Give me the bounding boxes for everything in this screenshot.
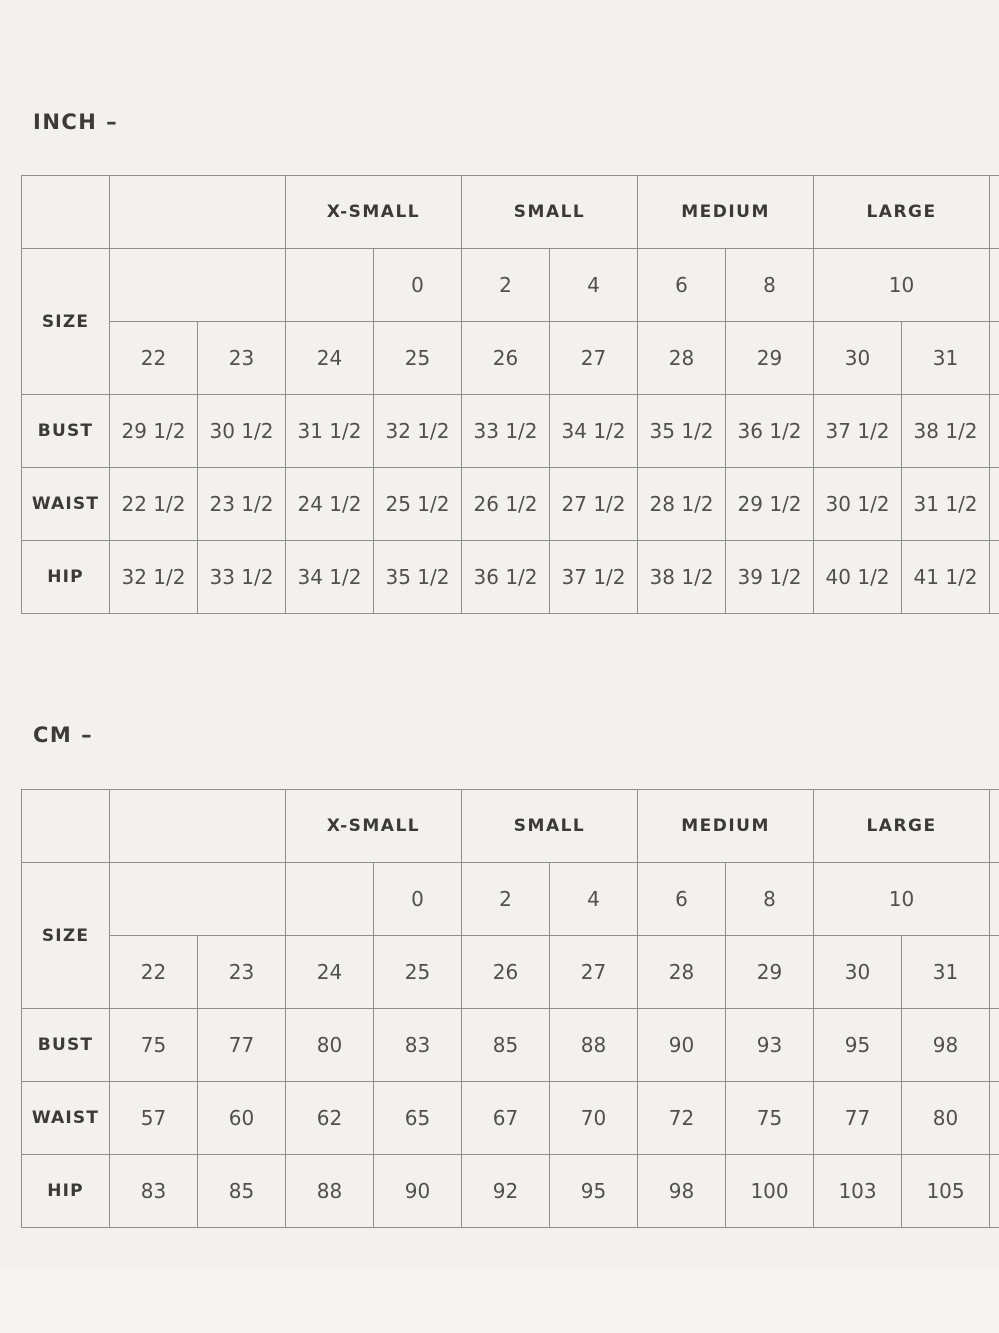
cm-section-title: CM – [33,723,94,747]
empty-group-cell [110,176,286,249]
row-label-hip: HIP [22,1155,110,1228]
measure-cell: 41 1/2 [902,541,990,614]
us-size-cell: 2 [462,249,550,322]
inch-section-title: INCH – [33,110,119,134]
measure-cell: 77 [814,1082,902,1155]
measure-cell: 35 1/2 [638,395,726,468]
measure-cell: 65 [374,1082,462,1155]
measure-cell: 22 1/2 [110,468,198,541]
waist-size-cell: 24 [286,322,374,395]
measure-cell: 93 [726,1009,814,1082]
waist-size-cell: 23 [198,936,286,1009]
waist-size-cell: 24 [286,936,374,1009]
measure-cell: 37 1/2 [550,541,638,614]
waist-size-cell: 22 [110,936,198,1009]
empty-group-cell [110,790,286,863]
overflow-cell [990,176,999,249]
measure-cell: 85 [462,1009,550,1082]
row-label-waist: WAIST [22,468,110,541]
row-label-bust: BUST [22,395,110,468]
measure-cell: 28 1/2 [638,468,726,541]
measure-cell: 32 1/2 [110,541,198,614]
group-xsmall: X-SMALL [286,790,462,863]
measure-cell: 83 [110,1155,198,1228]
waist-size-cell: 29 [726,322,814,395]
us-size-cell: 10 [814,249,990,322]
us-size-row [22,863,999,936]
measure-cell: 57 [110,1082,198,1155]
measure-cell: 38 1/2 [902,395,990,468]
overflow-cell [990,1082,999,1155]
measure-cell: 90 [374,1155,462,1228]
measure-cell: 38 1/2 [638,541,726,614]
hip-row [22,1155,999,1228]
us-size-cell: 2 [462,863,550,936]
measure-cell: 88 [286,1155,374,1228]
us-size-cell: 4 [550,863,638,936]
inch-size-table [21,175,999,614]
measure-cell: 36 1/2 [726,395,814,468]
us-size-cell: 6 [638,863,726,936]
us-size-cell: 8 [726,249,814,322]
bust-row [22,1009,999,1082]
measure-cell: 37 1/2 [814,395,902,468]
measure-cell: 29 1/2 [726,468,814,541]
measure-cell: 35 1/2 [374,541,462,614]
measure-cell: 29 1/2 [110,395,198,468]
waist-size-row [22,936,999,1009]
overflow-cell [990,395,999,468]
measure-cell: 95 [550,1155,638,1228]
waist-size-cell: 23 [198,322,286,395]
measure-cell: 31 1/2 [902,468,990,541]
measure-cell: 36 1/2 [462,541,550,614]
measure-cell: 105 [902,1155,990,1228]
row-label-waist: WAIST [22,1082,110,1155]
us-size-cell: 4 [550,249,638,322]
us-size-cell: 6 [638,249,726,322]
us-size-cell: 10 [814,863,990,936]
us-size-cell: 8 [726,863,814,936]
waist-size-cell: 27 [550,322,638,395]
measure-cell: 62 [286,1082,374,1155]
group-small: SMALL [462,790,638,863]
us-size-cell: 0 [374,863,462,936]
overflow-cell [990,790,999,863]
measure-cell: 24 1/2 [286,468,374,541]
size-label: SIZE [22,249,110,395]
measure-cell: 103 [814,1155,902,1228]
corner-cell [22,790,110,863]
waist-row [22,468,999,541]
empty-size-cell [110,863,286,936]
measure-cell: 75 [726,1082,814,1155]
waist-size-row [22,322,999,395]
measure-cell: 39 1/2 [726,541,814,614]
measure-cell: 85 [198,1155,286,1228]
overflow-cell [990,863,999,936]
measure-cell: 88 [550,1009,638,1082]
measure-cell: 31 1/2 [286,395,374,468]
waist-size-cell: 25 [374,936,462,1009]
group-large: LARGE [814,790,990,863]
measure-cell: 26 1/2 [462,468,550,541]
waist-size-cell: 30 [814,936,902,1009]
measure-cell: 80 [902,1082,990,1155]
measure-cell: 98 [638,1155,726,1228]
waist-size-cell: 31 [902,322,990,395]
waist-size-cell: 31 [902,936,990,1009]
empty-size-cell [286,249,374,322]
waist-size-cell: 25 [374,322,462,395]
measure-cell: 75 [110,1009,198,1082]
measure-cell: 33 1/2 [198,541,286,614]
waist-size-cell: 26 [462,936,550,1009]
group-header-row [22,176,999,249]
waist-size-cell: 26 [462,322,550,395]
group-medium: MEDIUM [638,176,814,249]
overflow-cell [990,322,999,395]
measure-cell: 95 [814,1009,902,1082]
overflow-cell [990,1155,999,1228]
waist-size-cell: 22 [110,322,198,395]
measure-cell: 27 1/2 [550,468,638,541]
overflow-cell [990,468,999,541]
overflow-cell [990,249,999,322]
us-size-row [22,249,999,322]
empty-size-cell [286,863,374,936]
measure-cell: 80 [286,1009,374,1082]
measure-cell: 25 1/2 [374,468,462,541]
bottom-band [0,1268,999,1333]
measure-cell: 92 [462,1155,550,1228]
waist-row [22,1082,999,1155]
overflow-cell [990,936,999,1009]
overflow-cell [990,541,999,614]
us-size-cell: 0 [374,249,462,322]
waist-size-cell: 30 [814,322,902,395]
size-label: SIZE [22,863,110,1009]
waist-size-cell: 28 [638,322,726,395]
measure-cell: 98 [902,1009,990,1082]
waist-size-cell: 29 [726,936,814,1009]
measure-cell: 23 1/2 [198,468,286,541]
measure-cell: 30 1/2 [814,468,902,541]
measure-cell: 32 1/2 [374,395,462,468]
measure-cell: 40 1/2 [814,541,902,614]
measure-cell: 70 [550,1082,638,1155]
measure-cell: 67 [462,1082,550,1155]
measure-cell: 77 [198,1009,286,1082]
group-small: SMALL [462,176,638,249]
waist-size-cell: 27 [550,936,638,1009]
row-label-hip: HIP [22,541,110,614]
group-xsmall: X-SMALL [286,176,462,249]
empty-size-cell [110,249,286,322]
row-label-bust: BUST [22,1009,110,1082]
measure-cell: 72 [638,1082,726,1155]
bust-row [22,395,999,468]
measure-cell: 83 [374,1009,462,1082]
measure-cell: 30 1/2 [198,395,286,468]
cm-size-table [21,789,999,1228]
measure-cell: 60 [198,1082,286,1155]
measure-cell: 100 [726,1155,814,1228]
hip-row [22,541,999,614]
waist-size-cell: 28 [638,936,726,1009]
measure-cell: 34 1/2 [550,395,638,468]
measure-cell: 34 1/2 [286,541,374,614]
group-medium: MEDIUM [638,790,814,863]
measure-cell: 90 [638,1009,726,1082]
corner-cell [22,176,110,249]
measure-cell: 33 1/2 [462,395,550,468]
group-large: LARGE [814,176,990,249]
group-header-row [22,790,999,863]
overflow-cell [990,1009,999,1082]
